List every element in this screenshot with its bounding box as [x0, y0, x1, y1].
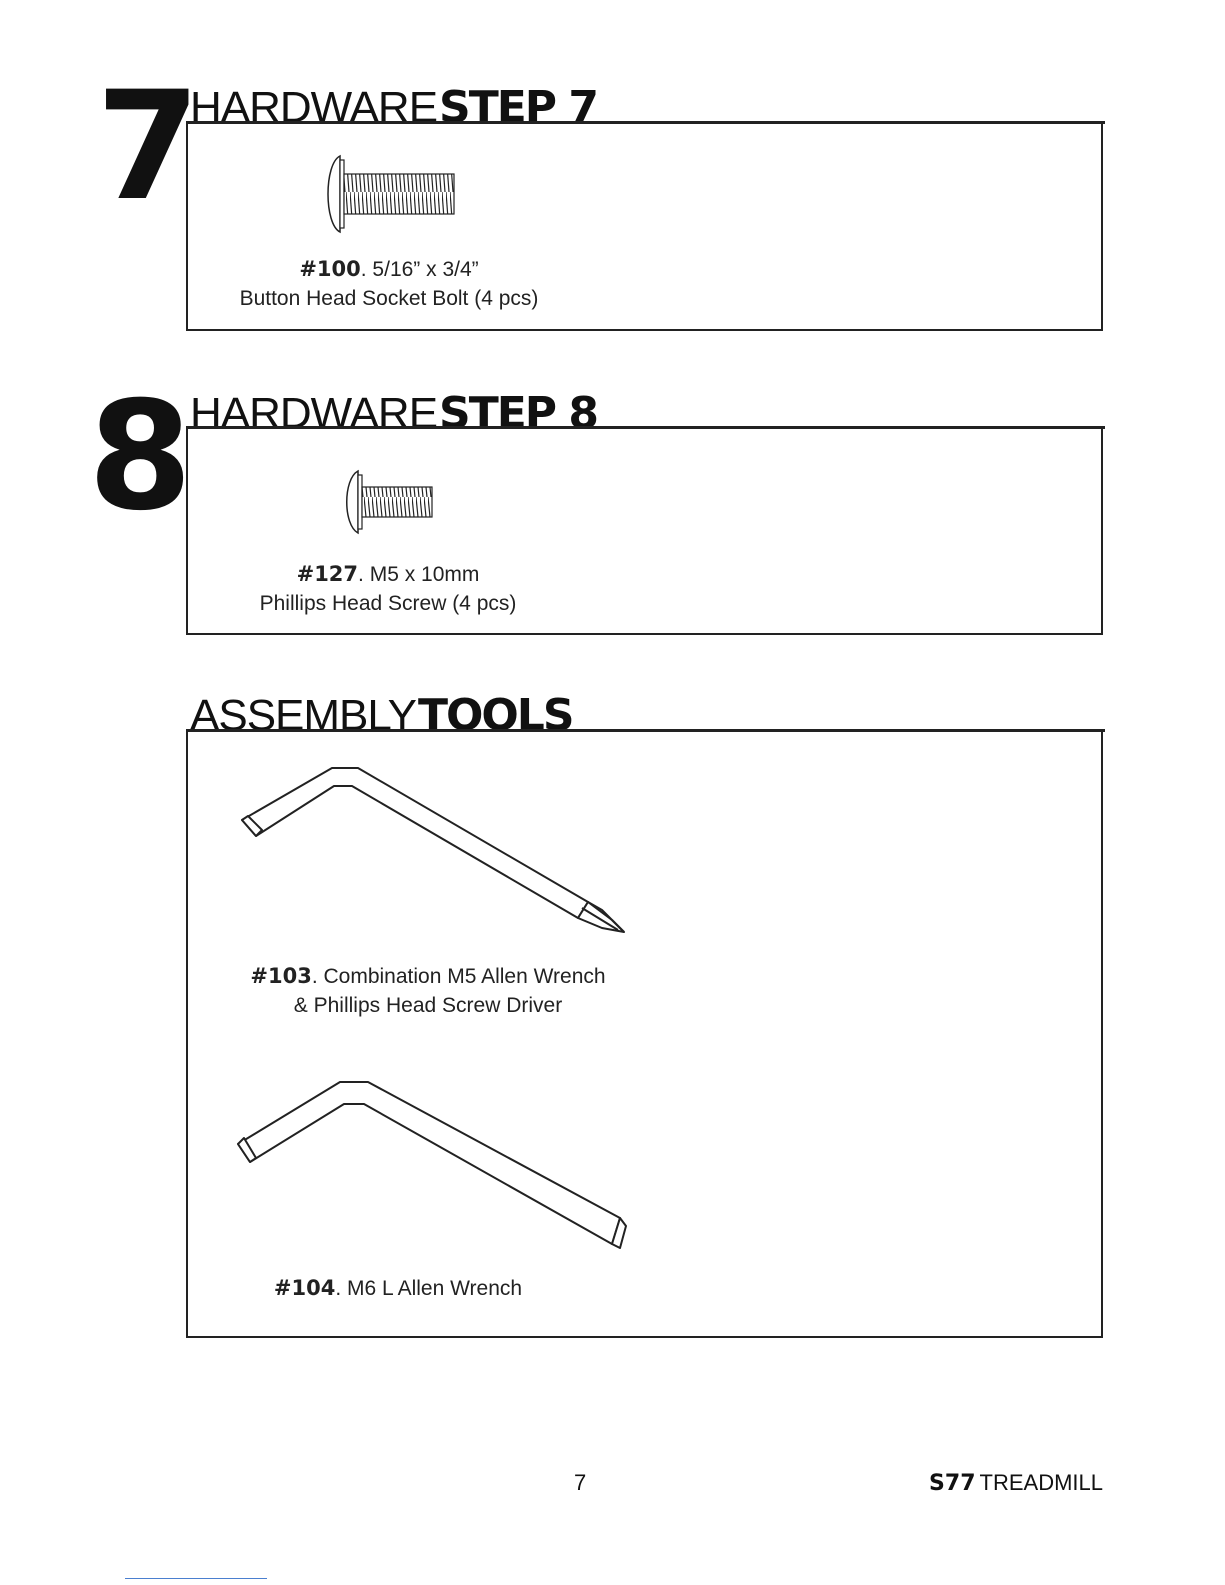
tool-103-line-2: & Phillips Head Screw Driver	[293, 994, 563, 1017]
tool-103-code: #103	[250, 964, 312, 988]
part-100-caption	[228, 255, 550, 313]
step-8-number: 8	[88, 370, 193, 544]
part-127-code: #127	[296, 562, 359, 586]
combination-allen-wrench-screwdriver-icon	[232, 750, 642, 940]
phillips-head-screw-icon	[340, 467, 436, 537]
part-100-line-1	[228, 255, 550, 284]
footer-product	[929, 1470, 1103, 1496]
assembly-tools-heading-light: ASSEMBLY	[190, 691, 416, 740]
button-head-socket-bolt-icon	[318, 152, 458, 236]
tool-103-name: . Combination M5 Allen Wrench	[311, 965, 606, 988]
step-8-heading-bold: STEP 8	[439, 388, 597, 439]
footer-model: S77	[929, 1471, 976, 1496]
tool-104-name: . M6 L Allen Wrench	[335, 1277, 523, 1300]
step-7-heading-bold: STEP 7	[439, 82, 597, 133]
step-8-hardware-box	[186, 427, 1103, 635]
part-127-line-1	[248, 560, 528, 589]
tool-103-line-1	[228, 962, 628, 991]
page-number: 7	[574, 1470, 587, 1495]
assembly-tools-heading-bold: TOOLS	[417, 690, 573, 741]
l-allen-wrench-icon	[228, 1068, 638, 1258]
step-7-heading-rule	[186, 121, 1105, 124]
part-127-description: Phillips Head Screw (4 pcs)	[259, 592, 517, 615]
footer-product-name: TREADMILL	[979, 1470, 1103, 1495]
assembly-tools-heading-rule	[186, 729, 1105, 732]
tool-104-line-1	[248, 1274, 548, 1303]
step-7-number: 7	[96, 60, 201, 234]
assembly-tools-box	[186, 730, 1103, 1338]
part-100-code: #100	[299, 257, 361, 281]
part-127-size: . M5 x 10mm	[358, 563, 480, 586]
part-100-description: Button Head Socket Bolt (4 pcs)	[239, 287, 539, 310]
tool-103-caption	[228, 962, 628, 1020]
bottom-link-underline	[125, 1578, 267, 1579]
step-8-heading-light: HARDWARE	[190, 389, 438, 438]
part-100-size: . 5/16” x 3/4”	[360, 258, 479, 281]
step-7-heading-light: HARDWARE	[190, 83, 438, 132]
step-7-hardware-box	[186, 122, 1103, 331]
tool-104-caption	[248, 1274, 548, 1303]
tool-104-code: #104	[273, 1276, 336, 1300]
part-127-caption	[248, 560, 528, 618]
step-8-heading-rule	[186, 426, 1105, 429]
